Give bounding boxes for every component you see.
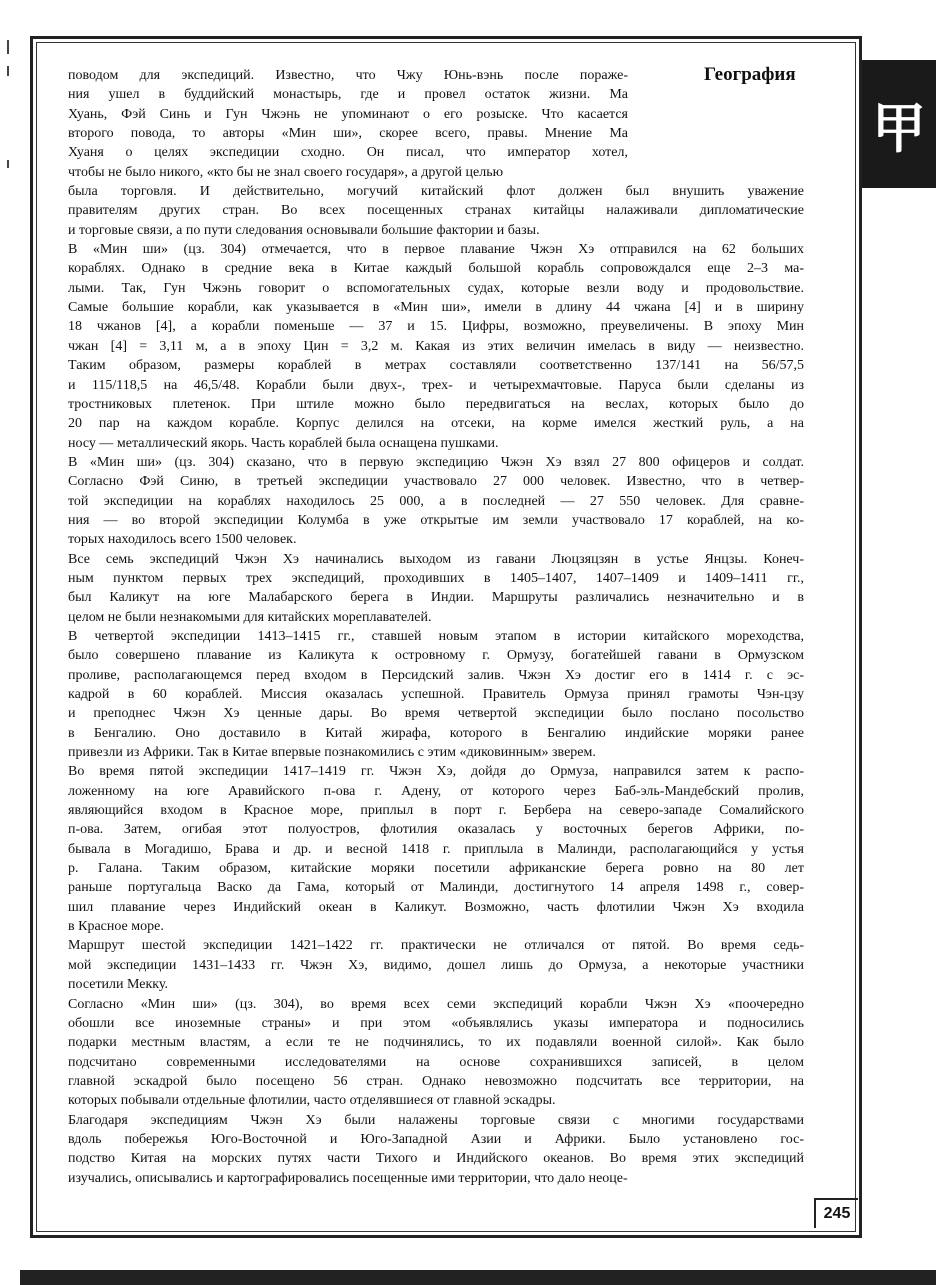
text-line: лыми. Так, Гун Чжэнь говорит о вспомогательных судах, которые везли воду и продовольствие. — [68, 280, 804, 296]
text-line: п-ова. Затем, огибая этот полуостров, флотилия оказалась у восточных берегов Африки, по- — [68, 822, 804, 838]
chapter-side-tab — [862, 60, 936, 188]
text-line: шил плавание через Индийский океан в Каликут. Возможно, часть флотилии Чжэн Хэ входила — [68, 899, 804, 915]
text-line: чтобы не было никого, «кто бы не знал своего государя», а другой целью — [68, 164, 504, 180]
text-line: привезли из Африки. Так в Китае впервые познакомились с этим «диковинным» зверем. — [68, 745, 596, 761]
margin-mark — [7, 66, 9, 76]
text-line: Маршрут шестой экспедиции 1421–1422 гг. практически не отличался от пятой. Во время седь- — [68, 938, 804, 954]
text-line: Благодаря экспедициям Чжэн Хэ были налажены торговые связи с многими государствами — [68, 1112, 804, 1128]
text-line: Согласно «Мин ши» (цз. 304), во время всех семи экспедиций корабли Чжэн Хэ «поочередно — [68, 996, 804, 1012]
text-line: 18 чжанов [4], а корабли поменьше — 37 и 15. Цифры, возможно, преувеличены. В эпоху Мин — [68, 319, 804, 335]
margin-mark — [7, 40, 9, 54]
text-line: второго повода, то авторы «Мин ши», скорее всего, правы. Мнение Ма — [68, 126, 628, 142]
text-line: Во время пятой экспедиции 1417–1419 гг. Чжэн Хэ, дойдя до Ормуза, направился затем к распо- — [68, 764, 804, 780]
text-line: раньше португальца Васко да Гама, который от Малинди, достигнутого 14 апреля 1498 г., совер- — [68, 880, 804, 896]
text-line: ным пунктом первых трех экспедиций, проходивших в 1405–1407, 1407–1409 и 1409–1411 гг., — [68, 570, 804, 586]
chapter-glyph-icon: 甲 — [872, 98, 926, 159]
text-line: Согласно Фэй Синю, в третьей экспедиции участвовало 27 000 человек. Известно, что в четвер- — [68, 474, 804, 490]
text-line: и 115/118,5 на 46,5/48. Корабли были двух-, трех- и четырехмачтовые. Паруса были сделаны из — [68, 377, 804, 393]
scan-edge-bar — [20, 1270, 936, 1285]
text-line: вдоль побережья Юго-Восточной и Юго-Западной Азии и Африки. Было установлено гос- — [68, 1131, 804, 1147]
text-line: проливе, располагающемся перед входом в Персидский залив. Чжэн Хэ достиг его в 1414 г. с эс- — [68, 667, 804, 683]
text-line: ложенному на юге Аравийского п-ова г. Адену, от которого через Баб-эль-Мандебский пролив, — [68, 783, 804, 799]
text-line: Хуань, Фэй Синь и Гун Чжэнь не упоминают о его розыске. Что касается — [68, 106, 628, 122]
text-line: В «Мин ши» (цз. 304) отмечается, что в первое плавание Чжэн Хэ отправился на 62 больших — [68, 242, 804, 258]
text-line: кадрой в 60 кораблей. Миссия оказалась успешной. Правитель Ормуза принял грамоты Чэн-цзу — [68, 687, 804, 702]
text-line: 20 пар на каждом корабле. Корпус делился на отсеки, на корме имелся жесткий руль, а на — [68, 416, 804, 432]
text-line: Самые большие корабли, как указывается в «Мин ши», имели в длину 44 чжана [4] и в ширину — [68, 300, 804, 316]
text-line: являющийся входом в Красное море, приплыл в порт г. Бербера на северо-западе Сомалийского — [68, 803, 804, 819]
text-line: было совершено плавание из Каликута к островному г. Ормузу, богатейшей гавани в Ормузском — [68, 648, 804, 664]
text-line: и торговые связи, а по пути следования основывали большие фактории и базы. — [68, 222, 540, 238]
text-line: В четвертой экспедиции 1413–1415 гг., ставшей новым этапом в истории китайского мореходства, — [68, 628, 804, 644]
text-line: р. Галана. Таким образом, китайские моряки посетили африканские берега ровно на 80 лет — [68, 861, 804, 877]
text-line: ния — во второй экспедиции Колумба в уже открытые им земли участвовало 17 кораблей, на ко- — [68, 512, 804, 528]
text-line: правителям других стран. Во всех посещенных странах китайцы налаживали дипломатические — [68, 203, 804, 219]
text-line: главной эскадрой было посещено 56 стран. Однако невозможно подсчитать все территории, на — [68, 1073, 804, 1089]
body-text-column — [68, 66, 804, 1188]
text-line: ния ушел в буддийский монастырь, где и провел остаток жизни. Ма — [68, 87, 628, 103]
page-number: 245 — [814, 1198, 858, 1228]
text-line: целом не были незнакомыми для китайских мореплавателей. — [68, 609, 432, 625]
text-line: изучались, описывались и картографировались посещенные ими территории, что дало неоце- — [68, 1170, 628, 1186]
text-line: той экспедиции на кораблях находилось 25 000, а в последней — 27 550 человек. Для сравне- — [68, 493, 804, 509]
text-line: Все семь экспедиций Чжэн Хэ начинались выходом из гавани Люцзяцзян в устье Янцзы. Конеч- — [68, 551, 804, 567]
text-line: В «Мин ши» (цз. 304) сказано, что в первую экспедицию Чжэн Хэ взял 27 800 офицеров и солдат. — [68, 454, 804, 470]
margin-mark — [7, 160, 9, 168]
text-line: чжан [4] = 3,11 м, а в эпоху Цин = 3,2 м. Какая из этих величин имелась в виду — неизвестно. — [68, 338, 804, 354]
text-line: и преподнес Чжэн Хэ ценные дары. Во время четвертой экспедиции было послано посольство — [68, 706, 804, 722]
text-line: тростниковых плетенок. При штиле можно было передвигаться на веслах, которых было до — [68, 396, 804, 412]
text-line: мой экспедиции 1431–1433 гг. Чжэн Хэ, видимо, дошел лишь до Ормуза, а некоторые участники — [68, 957, 804, 973]
text-line: бывала в Могадишо, Брава и др. и весной 1418 г. приплыла в Малинди, располагающийся у устья — [68, 841, 804, 857]
text-line: посетили Мекку. — [68, 977, 169, 993]
text-line: которых побывали отдельные флотилии, часто отделявшиеся от главной эскадры. — [68, 1093, 556, 1109]
text-line: подство Китая на морских путях части Тихого и Индийского океанов. Во время этих экспедиций — [68, 1151, 804, 1167]
text-line: носу — металлический якорь. Часть кораблей была оснащена пушками. — [68, 435, 499, 451]
text-line: была торговля. И действительно, могучий китайский флот должен был внушить уважение — [68, 184, 804, 200]
text-line: был Каликут на юге Малабарского берега в Индии. Маршруты различались незначительно и в — [68, 590, 804, 606]
text-line: Таким образом, размеры кораблей в метрах составляли соответственно 137/141 на 56/57,5 — [68, 358, 804, 374]
text-line: Хуаня о целях экспедиции сходно. Он писал, что император хотел, — [68, 145, 628, 161]
text-line: подарки местным властям, а если те не подчинялись, то их подавляли военной силой». Как было — [68, 1035, 804, 1051]
text-line: кораблях. Однако в средние века в Китае каждый большой корабль сопровождался еще 2–3 ма- — [68, 261, 804, 277]
text-line: торых находилось всего 1500 человек. — [68, 532, 297, 548]
section-heading: География — [704, 64, 796, 85]
text-line: подсчитано современными исследователями на основе сохранившихся записей, в целом — [68, 1054, 804, 1070]
text-line: поводом для экспедиций. Известно, что Чжу Юнь-вэнь после пораже- — [68, 68, 628, 83]
text-line: обошли все иноземные страны» и при этом «объявлялись указы императора и подносились — [68, 1015, 804, 1031]
text-line: в Бенгалию. Оно доставило в Китай жирафа, которого в Бенгалию индийские моряки ранее — [68, 725, 804, 741]
text-line: в Красное море. — [68, 919, 164, 935]
